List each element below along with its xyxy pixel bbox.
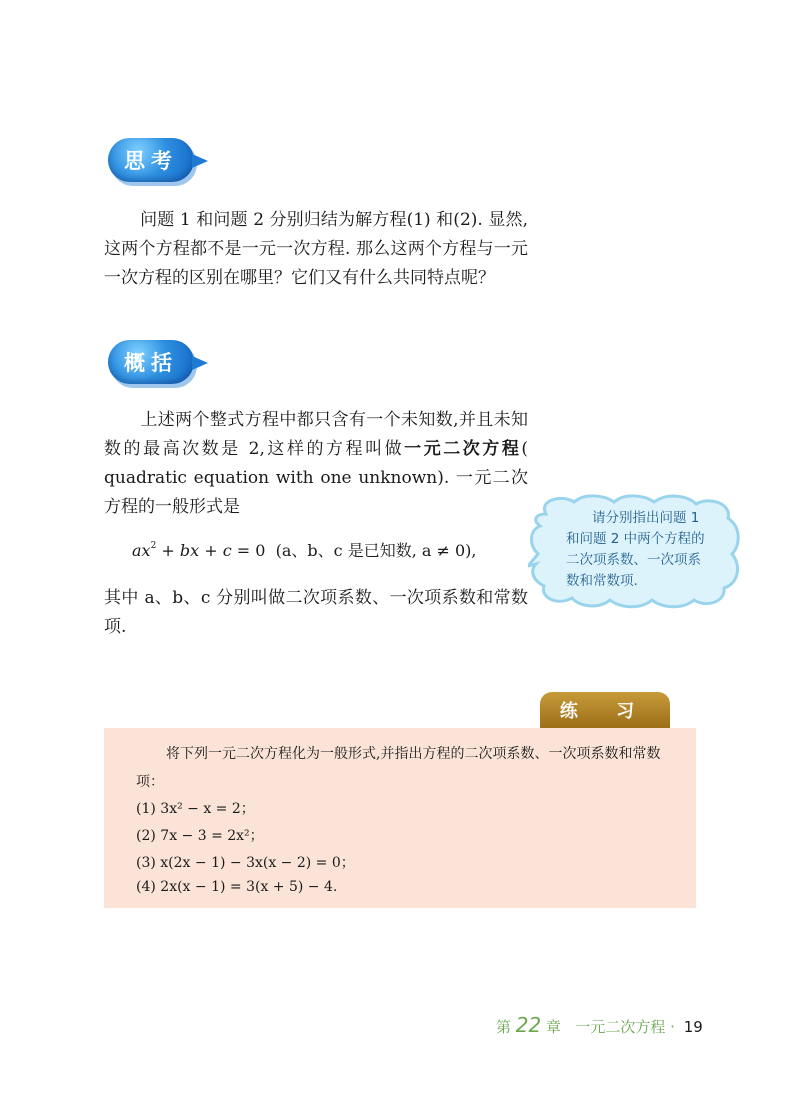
formula-condition: (a、b、c 是已知数, a ≠ 0),: [275, 541, 477, 560]
think-badge-label: 思考: [124, 149, 178, 173]
exercise-item-4: (4) 2x(x − 1) = 3(x + 5) − 4.: [136, 879, 338, 895]
chapter-number: 22: [515, 1013, 542, 1037]
exercise-item-1: (1) 3x² − x = 2；: [136, 801, 255, 817]
summary-badge: [108, 340, 194, 384]
exercise-intro: [136, 740, 676, 796]
think-text: 问题 1 和问题 2 分别归结为解方程(1) 和(2). 显然,这两个方程都不是一元一次方程. 那么这两个方程与一元一次方程的区别在哪里？它们又有什么共同特点呢？: [104, 210, 528, 288]
exercise-tab: [540, 692, 670, 728]
chapter-suffix: 章: [546, 1018, 562, 1036]
exercise-item-2: (2) 7x − 3 = 2x²；: [136, 828, 264, 844]
key-term: 一元二次方程: [404, 439, 522, 459]
chapter-title: 一元二次方程 ·: [575, 1018, 675, 1036]
summary-paragraph: [104, 406, 528, 522]
exercise-intro-text: 将下列一元二次方程化为一般形式,并指出方程的二次项系数、一次项系数和常数项：: [136, 746, 661, 790]
side-note-text: 请分别指出问题 1 和问题 2 中两个方程的二次项系数、一次项系数和常数项.: [566, 510, 705, 589]
think-paragraph: [104, 206, 528, 293]
coefficient-text: 其中 a、b、c 分别叫做二次项系数、一次项系数和常数项.: [104, 588, 528, 637]
chapter-prefix: 第: [496, 1018, 512, 1036]
side-note: [566, 508, 714, 592]
page-footer: [496, 1013, 703, 1037]
summary-badge-label: 概括: [124, 351, 178, 375]
exercise-item-3: (3) x(2x − 1) − 3x(x − 2) = 0；: [136, 855, 355, 871]
general-form-formula: $ax^2$ + bx + c = 0 (a、b、c 是已知数, a ≠ 0),: [132, 541, 477, 560]
page-number: 19: [683, 1018, 703, 1036]
summary-text-b: ( quadratic equation with one unknown). 一元二次方程的一般形式是: [104, 439, 529, 517]
exercise-tab-label: 练 习: [559, 701, 651, 722]
coefficient-paragraph: [104, 584, 528, 642]
think-badge: [108, 138, 194, 182]
summary-text-a: 上述两个整式方程中都只含有一个未知数,并且未知数的最高次数是 2,这样的方程叫做: [104, 410, 528, 459]
